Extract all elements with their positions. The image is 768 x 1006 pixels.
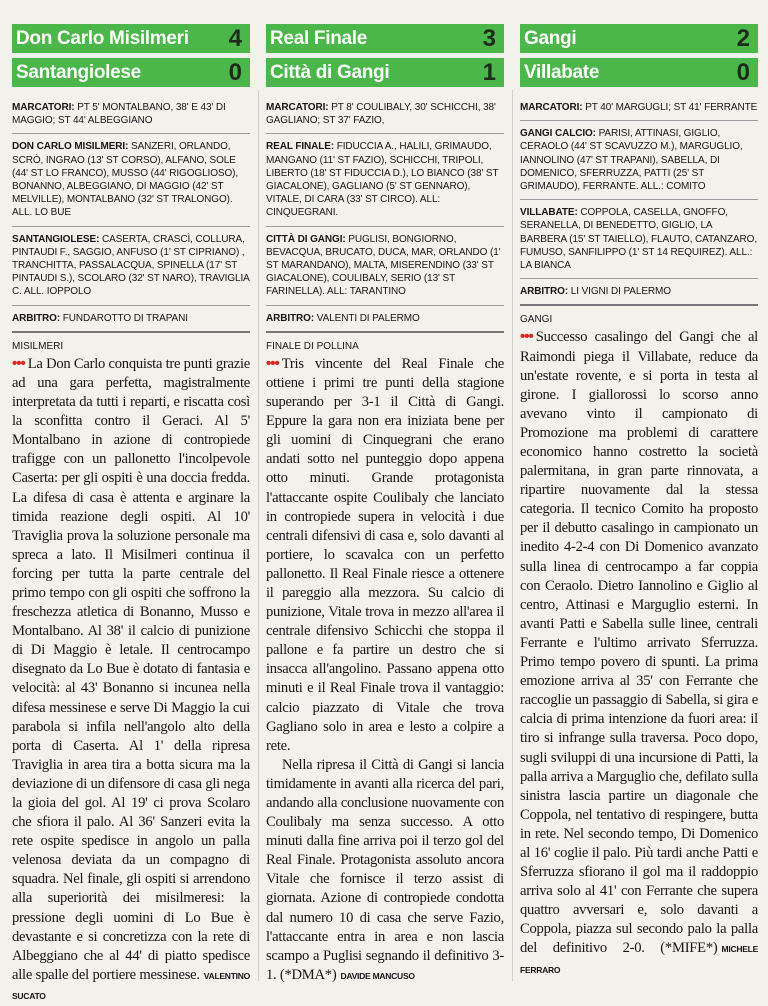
away-goals: 0 (228, 59, 242, 86)
referee-label: ARBITRO: (12, 312, 61, 324)
byline: DAVIDE MANCUSO (340, 970, 415, 981)
away-score-box (12, 58, 250, 87)
home-lineup-text: PARISI, ATTINASI, GIGLIO, CERAOLO (44' ST SCAVUZZO M.), MARGUGLIO, IANNOLINO (47' ST TRAPANI), SABELLA, DI DOMENICO, SFERRUZZA, PATTI (25' ST GRIMAUDO), FERRANTE. ALL.: COMITO (520, 128, 743, 193)
referee-block (520, 279, 758, 306)
paragraph-text: Tris vincente del Real Finale che ottiene i primi tre punti della stagione superando per 3-1 il Città di Gangi. Eppure la gara non era iniziata bene per gli uomini di Cinquegrani che erano andati sotto nel punteggio dopo appena otto minuti. Grande protagonista l'attaccante ospite Coulibaly che lanciato in contropiede supera in velocità i due centrali difensivi di casa e, solo davanti al portiere, lo scavalca con un perfetto pallonetto. Il Real Finale riesce a ottenere il pareggio alla mezzora. Su calcio di punizione, Vitale trova in mezzo all'area il centrale difensivo Schicchi che stoppa il pallone e fa partire un destro che si insacca all'angolino. Passano appena otto minuti e il Real Finale trova il vantaggio: calcio piazzato di Vitale che trova Gagliano solo in area e lesto a colpire a rete. (266, 355, 504, 754)
home-lineup-label: GANGI CALCIO: (520, 128, 596, 140)
scorers-label: MARCATORI: (12, 102, 75, 113)
home-lineup-block (12, 134, 250, 226)
paragraph-text: Nella ripresa il Città di Gangi si lancia timidamente in avanti alla ricerca del pari, andando alla conclusione nuovamente con Coulibaly ma senza successo. A otto minuti dalla fine arriva poi il terzo gol del Real Finale. Protagonista assoluto ancora Vitale che fornisce il terzo assist di giornata. Azione di contropiede condotta dal numero 10 di casa che serve Fazio, l'attaccante entra in area e non lascia scampo a Puglisi segnando il definitivo 3-1. (*DMA*) (266, 756, 504, 983)
scorers-block (266, 97, 504, 134)
away-team-name: Santangiolese (16, 62, 141, 83)
away-lineup-label: SANTANGIOLESE: (12, 233, 100, 245)
home-score-box (266, 24, 504, 53)
away-team-name: Città di Gangi (270, 62, 390, 83)
article-body (266, 354, 504, 986)
home-lineup-text: SANZERI, ORLANDO, SCRÒ, INGRAO (13' ST CORSO), ALFANO, SOLE (44' ST LO FRANCO), MUSSO (44' RIGOGLIOSO), BONANNO, ALBEGGIANO, DI MAGGIO (42' ST MELVILLE), MONTALBANO (32' ST TRALONGO). ALL. LO BUE (12, 141, 239, 219)
bullet-dots-icon: ••• (520, 328, 533, 346)
scorers-text: PT 5' MONTALBANO, 38' E 43' DI MAGGIO; ST 44' ALBEGGIANO (12, 102, 226, 127)
referee-label: ARBITRO: (266, 312, 315, 324)
dateline-place: GANGI (520, 314, 553, 326)
article-body (520, 327, 758, 979)
bullet-dots-icon: ••• (266, 354, 279, 372)
match-column-finale (266, 24, 504, 986)
away-lineup-block (266, 227, 504, 306)
referee-text: LI VIGNI DI PALERMO (568, 286, 671, 298)
scorers-text: PT 8' COULIBALY, 30' SCHICCHI, 38' GAGLIANO; ST 37' FAZIO, (266, 102, 496, 127)
away-lineup-block (12, 227, 250, 306)
away-lineup-label: VILLABATE: (520, 207, 578, 219)
article-paragraph (12, 354, 250, 1006)
home-lineup-block (520, 121, 758, 200)
home-lineup-label: DON CARLO MISILMERI: (12, 141, 129, 153)
home-lineup-text: FIDUCCIA A., HALILI, GRIMAUDO, MANGANO (11' ST FAZIO), SCHICCHI, TRIPOLI, LIBERTO (18' ST FIDUCCIA D.), LO BIANCO (38' ST GIACALONE), GAGLIANO (5' ST GENNARO), VITALE, DI CARA (33' ST CIRCO). ALL: CINQUEGRANI. (266, 141, 499, 219)
referee-text: VALENTI DI PALERMO (314, 312, 420, 324)
scorers-label: MARCATORI: (266, 102, 329, 113)
match-sheet (266, 97, 504, 333)
article-body (12, 354, 250, 1006)
referee-text: FUNDAROTTO DI TRAPANI (60, 312, 188, 324)
home-goals: 3 (482, 25, 496, 52)
away-goals: 0 (736, 59, 750, 86)
article-paragraph (266, 354, 504, 756)
home-score-box (520, 24, 758, 53)
scorers-block (12, 97, 250, 134)
away-lineup-text: CASERTA, CRASCÌ, COLLURA, PINTAUDI F., SAGGIO, ANFUSO (1' ST CIPRIANO) , TRANCHITTA, PASSALACQUA, SPINELLA (17' ST PINTAUDI S.), SCOLARO (32' ST NARO), TRAVIGLIA C. ALL. IOPPOLO (12, 233, 250, 298)
match-column-misilmeri (12, 24, 250, 1006)
home-lineup-label: REAL FINALE: (266, 141, 335, 153)
home-goals: 2 (736, 25, 750, 52)
column-divider (512, 90, 513, 981)
home-team-name: Gangi (524, 28, 577, 49)
byline: MICHELE FERRARO (520, 944, 758, 975)
away-lineup-text: PUGLISI, BONGIORNO, BEVACQUA, BRUCATO, DUCA, MAR, ORLANDO (1' ST MARANDANO), MALTA, MISERENDINO (33' ST GIACALONE), COULIBALY, SERIO (13' ST FARINELLA). ALL: TARANTINO (266, 233, 501, 298)
dateline-place: FINALE DI POLLINA (266, 340, 359, 352)
away-lineup-text: COPPOLA, CASELLA, GNOFFO, SERANELLA, DI BENEDETTO, GIGLIO, LA BARBERA (15' ST TAIELLO), FLAUTO, CATANZARO, FUMUSO, SANFILIPPO (1' ST 14 REQUIREZ). ALL.: LA BIANCA (520, 207, 758, 272)
referee-block (12, 306, 250, 333)
away-team-name: Villabate (524, 62, 600, 83)
home-goals: 4 (228, 25, 242, 52)
away-score-box (266, 58, 504, 87)
away-goals: 1 (482, 59, 496, 86)
scorers-label: MARCATORI: (520, 102, 583, 113)
match-sheet (12, 97, 250, 333)
match-column-gangi (520, 24, 758, 980)
byline: VALENTINO SUCATO (12, 970, 250, 1001)
scorers-text: PT 40' MARGUGLI; ST 41' FERRANTE (582, 102, 758, 113)
match-sheet (520, 97, 758, 306)
referee-block (266, 306, 504, 333)
home-team-name: Real Finale (270, 28, 368, 49)
dateline-place: MISILMERI (12, 340, 64, 352)
article-paragraph (520, 327, 758, 979)
scorers-block (520, 97, 758, 121)
paragraph-text: Successo casalingo del Gangi che al Raimondi piega il Villabate, reduce da un'estate rovente, e si porta in testa al girone. I giallorossi lo scorso anno avevano vinto il campionato di Promozione ma problemi di carattere economico hanno costretto la società palermitana, in gran parte rinnovata, a ripartire nuovamente dal la stessa categoria. Il tecnico Comito ha proposto per il debutto casalingo in campionato un inedito 4-2-4 con Di Domenico avanzato sulla linea di centrocampo a far coppia con Ceraolo. Dietro Iannolino e Giglio al centro, Attinasi e Marguglio esterni. In avanti Patti e Sabella sulle linee, centrali Ferrante e l'ultimo arrivato Sferruzza. Primo tempo povero di spunti. La prima emozione arriva al 35' con Ferrante che raccoglie un passaggio di Sabella, si gira e calcia di prima intenzione da fuori area: il tiro si infrange sulla traversa. Poco dopo, sugli sviluppi di una incursione di Patti, la palla arriva a Marguglio che, defilato sulla sinistra lascia partire un diagonale che Coppola, nel tentativo di respingere, butta in rete. Nel secondo tempo, Di Domenico al 16' coglie il palo. Più tardi anche Patti e Sferruzza sfiorano il gol ma il raddoppio arriva solo al 41' con Ferrante che supera quattro avversari e, solo davanti a Coppola, piazza sul secondo palo la palla del definitivo 2-0. (*MIFE*) (520, 329, 758, 957)
article-paragraph (266, 756, 504, 986)
paragraph-text: La Don Carlo conquista tre punti grazie ad una gara perfetta, magistralmente interpretata da tutti i reparti, e riscatta così la sconfitta contro il Geraci. Al 5' Montalbano in azione di contropiede trafigge con un pallonetto l'incolpevole Caserta: per gli ospiti è una doccia fredda. La difesa di casa è attenta e arginare la timida reazione degli ospiti. Al 10' Traviglia prova la soluzione personale ma spreca a lato. Il Misilmeri continua il forcing per tutta la parte centrale del primo tempo con gli ospiti che soffrono la freschezza atletica di Bonanno, Musso e Montalbano. Al 38' il calcio di punizione di Di Maggio è letale. Il centrocampo disegnato da Lo Bue è dotato di fantasia e velocità: al 43' Bonanno si incunea nella difesa messinese e serve Di Maggio la cui parabola si infila nell'angolo alto della porta di Caserta. Al 1' della ripresa Traviglia in area tira a botta sicura ma la deviazione di un difensore di casa gli nega la gioia del gol. Al 19' ci prova Scolaro che sfiora il palo. Al 36' Sanzeri evita la rete ospite spedisce in angolo un palla velenosa deviata da un compagno di squadra. Nel finale, gli ospiti si arrendono alla superiorità dei misilmeresi: la pressione degli uomini di Lo Bue è devastante e si concretizza con la rete di Albeggiano che al 44' di piatto spedisce alle spalle del portiere messinese. (12, 355, 250, 983)
home-lineup-block (266, 134, 504, 226)
away-lineup-label: CITTÀ DI GANGI: (266, 233, 346, 245)
bullet-dots-icon: ••• (12, 354, 25, 372)
away-lineup-block (520, 200, 758, 279)
home-score-box (12, 24, 250, 53)
home-team-name: Don Carlo Misilmeri (16, 28, 189, 49)
away-score-box (520, 58, 758, 87)
referee-label: ARBITRO: (520, 286, 569, 298)
column-divider (258, 90, 259, 981)
